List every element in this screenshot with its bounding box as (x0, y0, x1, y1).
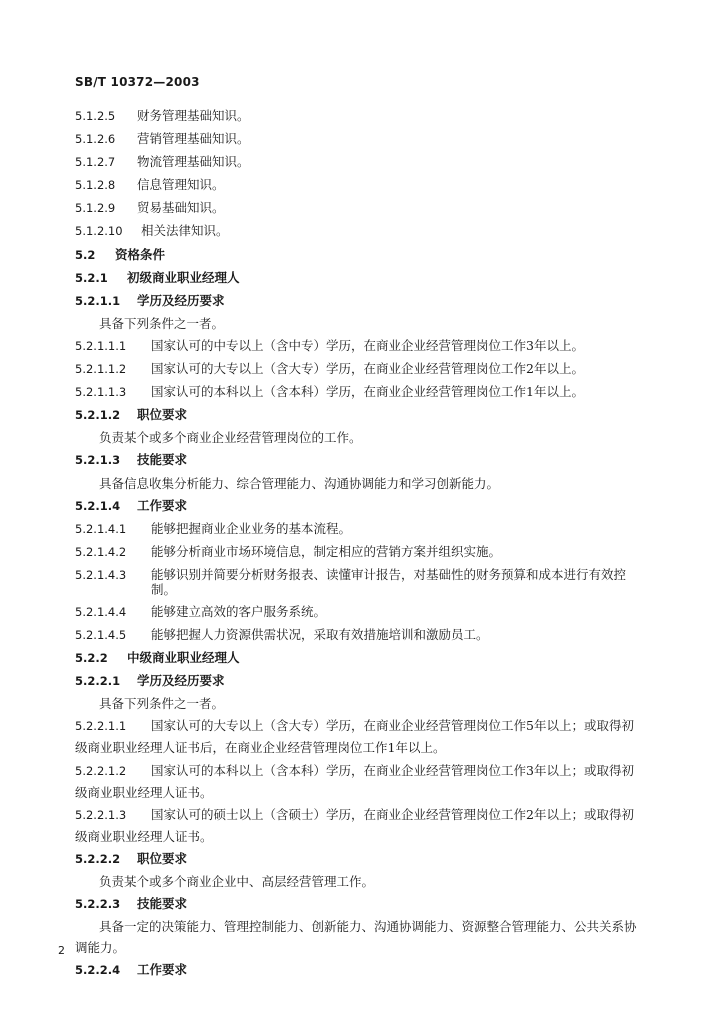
clause-text: 能够把握人力资源供需状况，采取有效措施培训和激励员工。 (151, 627, 489, 643)
clause-line (75, 223, 650, 239)
clause-line (75, 627, 650, 643)
clause-line (75, 131, 650, 147)
paragraph: 具备下列条件之一者。 (99, 315, 225, 331)
clause-line (75, 384, 650, 400)
clause-line (75, 200, 650, 216)
clause-text: 初级商业职业经理人 (127, 269, 240, 285)
clause-line (75, 177, 650, 193)
clause-number: 5.2.1.4 (75, 498, 121, 513)
clause-number: 5.2.1.2 (75, 408, 121, 423)
clause-text: 国家认可的大专以上（含大专）学历，在商业企业经营管理岗位工作2年以上。 (151, 361, 584, 377)
clause-number: 5.2.2 (75, 651, 108, 666)
clause-text: 能够识别并简要分析财务报表、读懂审计报告，对基础性的财务预算和成本进行有效控制。 (151, 566, 627, 597)
clause-line (75, 896, 650, 912)
paragraph: 具备下列条件之一者。 (99, 696, 225, 712)
clause-number: 5.2.1.1.2 (75, 362, 127, 377)
clause-line (75, 498, 650, 514)
clause-text: 学历及经历要求 (137, 292, 225, 308)
clause-number: 5.2.1.3 (75, 453, 121, 468)
clause-text: 相关法律知识。 (141, 223, 229, 239)
clause-text: 工作要求 (137, 497, 188, 513)
clause-number: 5.1.2.10 (75, 224, 123, 239)
clause-number: 5.2.2.1 (75, 674, 121, 689)
clause-number: 5.2.2.4 (75, 963, 121, 978)
clause-number: 5.2.2.1.2 (75, 763, 127, 778)
clause-text: 能够分析商业市场环境信息，制定相应的营销方案并组织实施。 (151, 543, 502, 559)
clause-line (75, 361, 650, 377)
clause-number: 5.2.1.1.1 (75, 338, 127, 353)
clause-line (75, 154, 650, 170)
clause-line (75, 567, 650, 597)
clause-text: 学历及经历要求 (137, 673, 225, 689)
clause-number: 5.1.2.8 (75, 178, 116, 193)
clause-number: 5.2.1.4.1 (75, 521, 127, 536)
document-body (75, 108, 650, 978)
clause-number: 5.1.2.5 (75, 109, 116, 123)
clause-line (75, 247, 650, 263)
clause-number: 5.2.1.4.4 (75, 604, 127, 619)
clause-line (75, 604, 650, 620)
clause-number: 5.1.2.9 (75, 201, 116, 216)
clause-text: 技能要求 (137, 452, 188, 468)
clause-number: 5.2 (75, 247, 96, 262)
clause-number: 5.2.1.4.3 (75, 567, 127, 582)
clause-number: 5.2.1 (75, 270, 108, 285)
clause-text: 国家认可的本科以上（含本科）学历，在商业企业经营管理岗位工作3年以上；或取得初 (151, 762, 634, 778)
clause-text: 信息管理知识。 (137, 177, 225, 193)
clause-text: 国家认可的中专以上（含中专）学历，在商业企业经营管理岗位工作3年以上。 (151, 337, 584, 353)
page-number: 2 (58, 944, 65, 957)
continuation-line: 级商业职业经理人证书后，在商业企业经营管理岗位工作1年以上。 (75, 740, 446, 756)
clause-text: 营销管理基础知识。 (137, 131, 250, 147)
clause-text: 工作要求 (137, 962, 188, 978)
clause-number: 5.2.1.1.3 (75, 385, 127, 400)
clause-text: 国家认可的硕士以上（含硕士）学历，在商业企业经营管理岗位工作2年以上；或取得初 (151, 806, 634, 822)
clause-text: 贸易基础知识。 (137, 200, 225, 216)
clause-text: 能够把握商业企业业务的基本流程。 (151, 520, 352, 536)
clause-text: 中级商业职业经理人 (127, 650, 240, 666)
clause-number: 5.2.2.3 (75, 896, 121, 911)
continuation-line: 调能力。 (75, 940, 126, 955)
clause-line (75, 807, 650, 823)
clause-line (75, 962, 650, 978)
clause-line (75, 452, 650, 468)
paragraph: 具备信息收集分析能力、综合管理能力、沟通协调能力和学习创新能力。 (99, 475, 500, 491)
clause-text: 物流管理基础知识。 (137, 154, 250, 170)
clause-line (75, 763, 650, 779)
clause-line (75, 718, 650, 734)
clause-number: 5.2.2.1.3 (75, 807, 127, 822)
clause-line (75, 544, 650, 560)
clause-number: 5.2.2.2 (75, 851, 121, 866)
clause-line (75, 521, 650, 537)
clause-line (75, 407, 650, 423)
clause-line (75, 673, 650, 689)
paragraph: 具备一定的决策能力、管理控制能力、创新能力、沟通协调能力、资源整合管理能力、公共关系协 (99, 919, 637, 934)
clause-number: 5.1.2.7 (75, 155, 116, 170)
clause-text: 国家认可的大专以上（含大专）学历，在商业企业经营管理岗位工作5年以上；或取得初 (151, 718, 634, 734)
clause-number: 5.2.1.1 (75, 293, 121, 308)
clause-line (75, 851, 650, 867)
paragraph: 负责某个或多个商业企业中、高层经营管理工作。 (99, 873, 375, 889)
clause-line (75, 293, 650, 309)
clause-number: 5.2.1.4.5 (75, 628, 127, 643)
clause-line (75, 338, 650, 354)
clause-number: 5.2.2.1.1 (75, 719, 127, 734)
clause-number: 5.2.1.4.2 (75, 544, 127, 559)
clause-line (75, 108, 650, 124)
clause-line (75, 270, 650, 286)
clause-text: 技能要求 (137, 895, 188, 911)
clause-text: 国家认可的本科以上（含本科）学历，在商业企业经营管理岗位工作1年以上。 (151, 384, 584, 400)
clause-text: 能够建立高效的客户服务系统。 (151, 603, 327, 619)
continuation-line: 级商业职业经理人证书。 (75, 784, 213, 800)
clause-number: 5.1.2.6 (75, 132, 116, 147)
clause-text: 职位要求 (137, 407, 188, 423)
continuation-line: 级商业职业经理人证书。 (75, 828, 213, 844)
clause-text: 职位要求 (137, 850, 188, 866)
clause-text: 财务管理基础知识。 (137, 108, 250, 123)
clause-line (75, 650, 650, 666)
paragraph: 负责某个或多个商业企业经营管理岗位的工作。 (99, 430, 362, 446)
standard-code-header: SB/T 10372—2003 (75, 75, 200, 89)
clause-text: 资格条件 (115, 246, 166, 262)
